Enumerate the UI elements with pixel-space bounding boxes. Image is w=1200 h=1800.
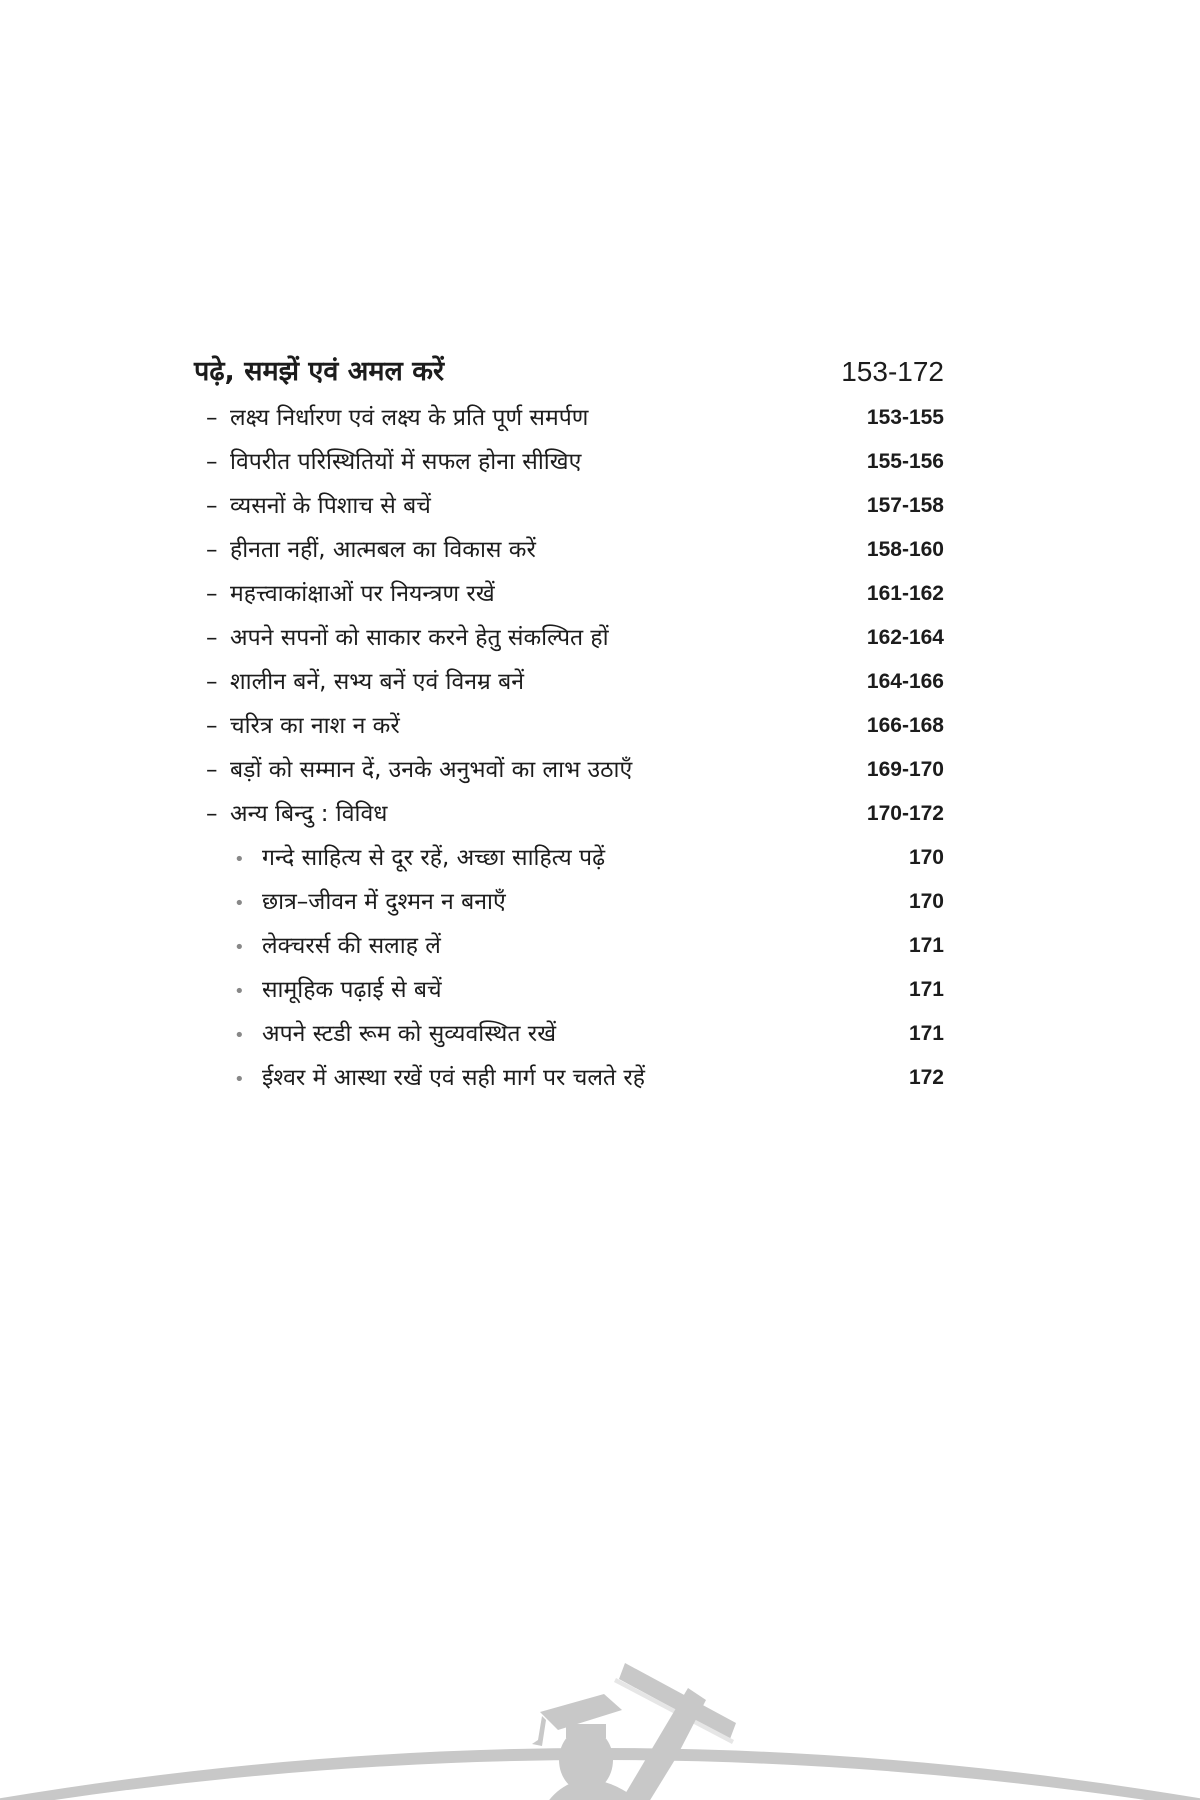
dash-marker: – xyxy=(206,625,218,651)
toc-entry-pages: 153-155 xyxy=(866,406,944,429)
toc-subentry-title: लेक्चरर्स की सलाह लें xyxy=(262,933,441,959)
toc-entry xyxy=(194,748,944,792)
toc-entry-title: महत्त्वाकांक्षाओं पर नियन्त्रण रखें xyxy=(230,581,495,607)
table-of-contents xyxy=(194,350,944,1100)
bullet-marker: • xyxy=(234,937,245,958)
toc-entry-pages: 162-164 xyxy=(866,626,944,649)
dash-marker: – xyxy=(206,713,218,739)
toc-entry xyxy=(194,572,944,616)
dash-marker: – xyxy=(206,493,218,519)
toc-entry-title-wrap xyxy=(206,704,400,748)
toc-entry xyxy=(194,792,944,836)
toc-entry-title-wrap xyxy=(206,572,495,616)
toc-subentry-pages: 171 xyxy=(908,978,944,1001)
toc-entry-pages: 166-168 xyxy=(866,714,944,737)
toc-subentry-pages: 172 xyxy=(908,1066,944,1089)
graduate-silhouette-icon xyxy=(0,1560,1200,1800)
toc-entry xyxy=(194,704,944,748)
toc-subentry-title-wrap xyxy=(234,968,442,1014)
toc-entry-pages: 157-158 xyxy=(866,494,944,517)
toc-entry-pages: 169-170 xyxy=(866,758,944,781)
toc-entries xyxy=(194,396,944,1100)
toc-subentry-title: गन्दे साहित्य से दूर रहें, अच्छा साहित्य पढ़ें xyxy=(262,845,606,871)
toc-entry xyxy=(194,440,944,484)
toc-entry-title-wrap xyxy=(206,440,581,484)
toc-entry xyxy=(194,396,944,440)
bullet-marker: • xyxy=(234,1025,245,1046)
dash-marker: – xyxy=(206,581,218,607)
toc-subentry xyxy=(194,968,944,1012)
toc-subentry xyxy=(194,836,944,880)
toc-entry-title-wrap xyxy=(206,528,536,572)
toc-entry-title: अपने सपनों को साकार करने हेतु संकल्पित हों xyxy=(230,625,609,651)
toc-entry-title: अन्य बिन्दु : विविध xyxy=(230,801,388,827)
toc-subentry-pages: 171 xyxy=(908,934,944,957)
toc-entry-pages: 170-172 xyxy=(866,802,944,825)
toc-subentry xyxy=(194,924,944,968)
toc-subentry xyxy=(194,880,944,924)
toc-entry-pages: 164-166 xyxy=(866,670,944,693)
toc-entry-title-wrap xyxy=(206,748,632,792)
toc-subentry-pages: 170 xyxy=(908,846,944,869)
toc-entry-title: शालीन बनें, सभ्य बनें एवं विनम्र बनें xyxy=(230,669,525,695)
toc-entry-title: हीनता नहीं, आत्मबल का विकास करें xyxy=(230,537,536,563)
toc-subentry xyxy=(194,1012,944,1056)
toc-entry-title-wrap xyxy=(206,616,609,660)
toc-subentry-title-wrap xyxy=(234,1056,645,1102)
toc-entry xyxy=(194,660,944,704)
toc-subentry-pages: 170 xyxy=(908,890,944,913)
toc-subentry-title-wrap xyxy=(234,1012,556,1058)
toc-entry-pages: 161-162 xyxy=(866,582,944,605)
bullet-marker: • xyxy=(234,849,245,870)
toc-entry-title-wrap xyxy=(206,484,431,528)
dash-marker: – xyxy=(206,757,218,783)
bullet-marker: • xyxy=(234,1069,245,1090)
toc-subentry-title-wrap xyxy=(234,836,605,882)
toc-subentry-pages: 171 xyxy=(908,1022,944,1045)
toc-entry-title: विपरीत परिस्थितियों में सफल होना सीखिए xyxy=(230,449,582,475)
toc-entry-pages: 155-156 xyxy=(866,450,944,473)
toc-entry xyxy=(194,484,944,528)
toc-entry-title: चरित्र का नाश न करें xyxy=(230,713,400,739)
dash-marker: – xyxy=(206,669,218,695)
dash-marker: – xyxy=(206,405,218,431)
toc-subentry-title-wrap xyxy=(234,924,441,970)
toc-entry-title: लक्ष्य निर्धारण एवं लक्ष्य के प्रति पूर्ण समर्पण xyxy=(230,405,589,431)
bullet-marker: • xyxy=(234,893,245,914)
toc-entry-title-wrap xyxy=(206,660,524,704)
toc-entry-title: बड़ों को सम्मान दें, उनके अनुभवों का लाभ उठाएँ xyxy=(230,757,633,783)
toc-subentry-title-wrap xyxy=(234,880,506,926)
toc-entry xyxy=(194,616,944,660)
toc-entry-pages: 158-160 xyxy=(866,538,944,561)
dash-marker: – xyxy=(206,537,218,563)
toc-subentry xyxy=(194,1056,944,1100)
toc-entry-title-wrap xyxy=(206,792,387,836)
dash-marker: – xyxy=(206,449,218,475)
bullet-marker: • xyxy=(234,981,245,1002)
chapter-heading xyxy=(194,350,944,394)
chapter-page-range: 153-172 xyxy=(841,356,944,387)
toc-entry-title-wrap xyxy=(206,396,588,440)
toc-subentry-title: छात्र–जीवन में दुश्मन न बनाएँ xyxy=(262,889,506,915)
toc-subentry-title: अपने स्टडी रूम को सुव्यवस्थित रखें xyxy=(262,1021,557,1047)
toc-subentry-title: ईश्वर में आस्था रखें एवं सही मार्ग पर चलते रहें xyxy=(262,1065,645,1091)
toc-entry-title: व्यसनों के पिशाच से बचें xyxy=(230,493,431,519)
chapter-title: पढ़े, समझें एवं अमल करें xyxy=(194,356,445,387)
toc-subentry-title: सामूहिक पढ़ाई से बचें xyxy=(262,977,442,1003)
dash-marker: – xyxy=(206,801,218,827)
toc-entry xyxy=(194,528,944,572)
